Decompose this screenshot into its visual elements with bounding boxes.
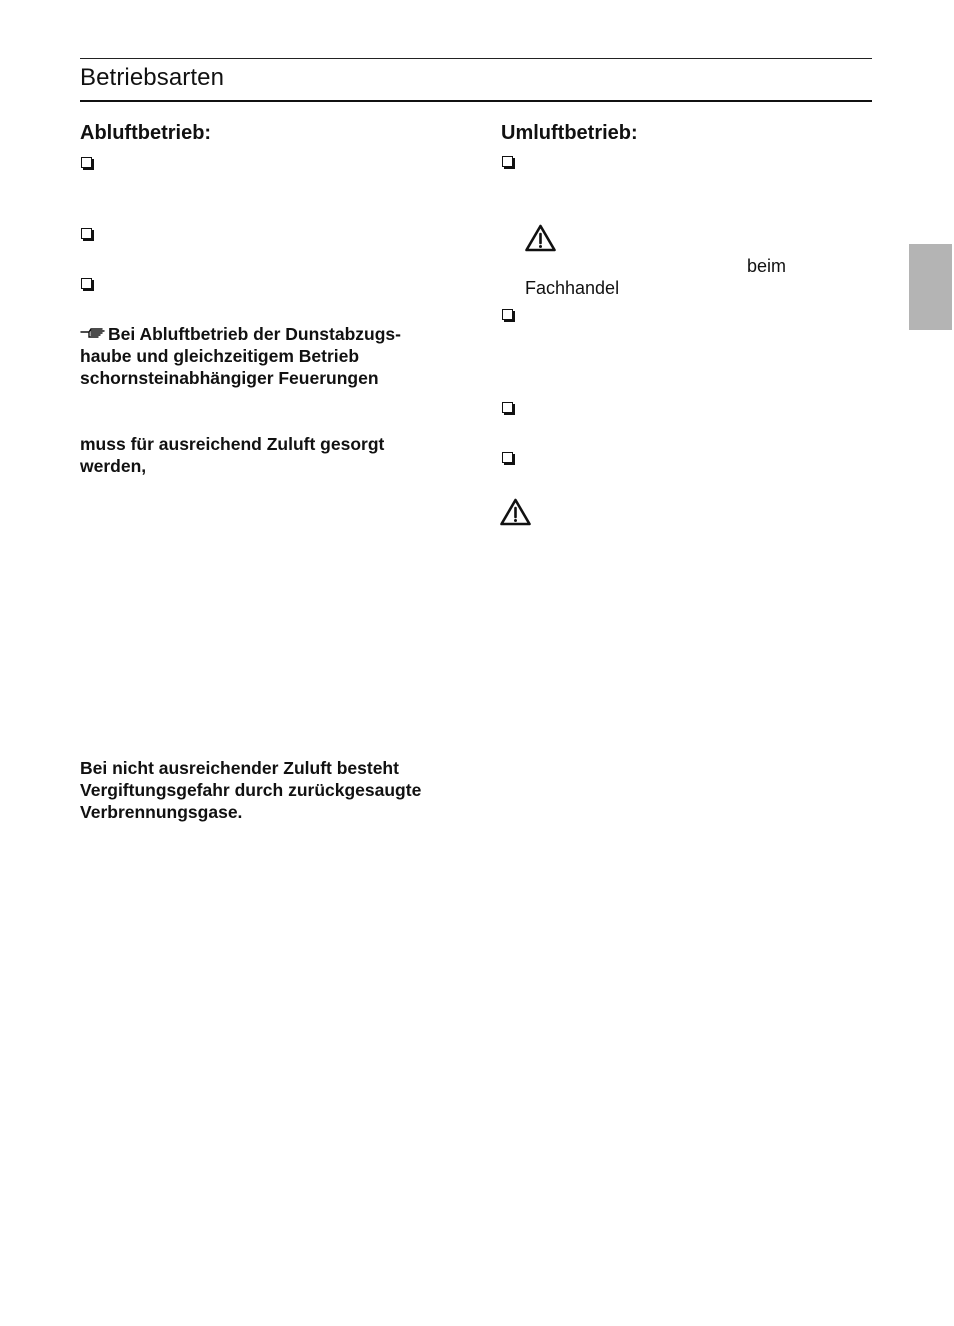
pointing-hand-icon	[80, 323, 108, 345]
checkbox-icon	[81, 278, 92, 289]
danger-line-2: Vergiftungsgefahr durch zurückgesaugte	[80, 780, 422, 800]
hint-line-1: Bei Abluftbetrieb der Dunstabzugs-	[108, 324, 401, 344]
abluft-heading: Abluftbetrieb:	[80, 122, 212, 144]
warning-icon	[499, 497, 532, 527]
danger-line-1: Bei nicht ausreichender Zuluft besteht	[80, 758, 399, 778]
checkbox-icon	[502, 309, 513, 320]
danger-line-3: Verbrennungsgase.	[80, 802, 243, 822]
zuluft-line-1: muss für ausreichend Zuluft gesorgt	[80, 434, 385, 454]
chapter-thumb-tab	[909, 244, 952, 330]
fachhandel-text: Fachhandel	[525, 278, 620, 298]
hint-line-3: schornsteinabhängiger Feuerungen	[80, 368, 379, 388]
checkbox-icon	[502, 402, 513, 413]
warning-icon	[524, 223, 557, 253]
hint-paragraph	[80, 323, 460, 389]
checkbox-icon	[81, 157, 92, 168]
checkbox-icon	[502, 452, 513, 463]
checkbox-icon	[502, 156, 513, 167]
zuluft-paragraph	[80, 433, 460, 477]
beim-text: beim	[747, 256, 787, 276]
header-bottom-rule	[80, 100, 872, 102]
zuluft-line-2: werden,	[80, 456, 147, 476]
hint-line-2: haube und gleichzeitigem Betrieb	[80, 346, 360, 366]
umluft-heading: Umluftbetrieb:	[501, 122, 638, 144]
header-top-rule	[80, 58, 872, 59]
page-title: Betriebsarten	[80, 64, 225, 91]
checkbox-icon	[81, 228, 92, 239]
danger-paragraph	[80, 757, 470, 823]
